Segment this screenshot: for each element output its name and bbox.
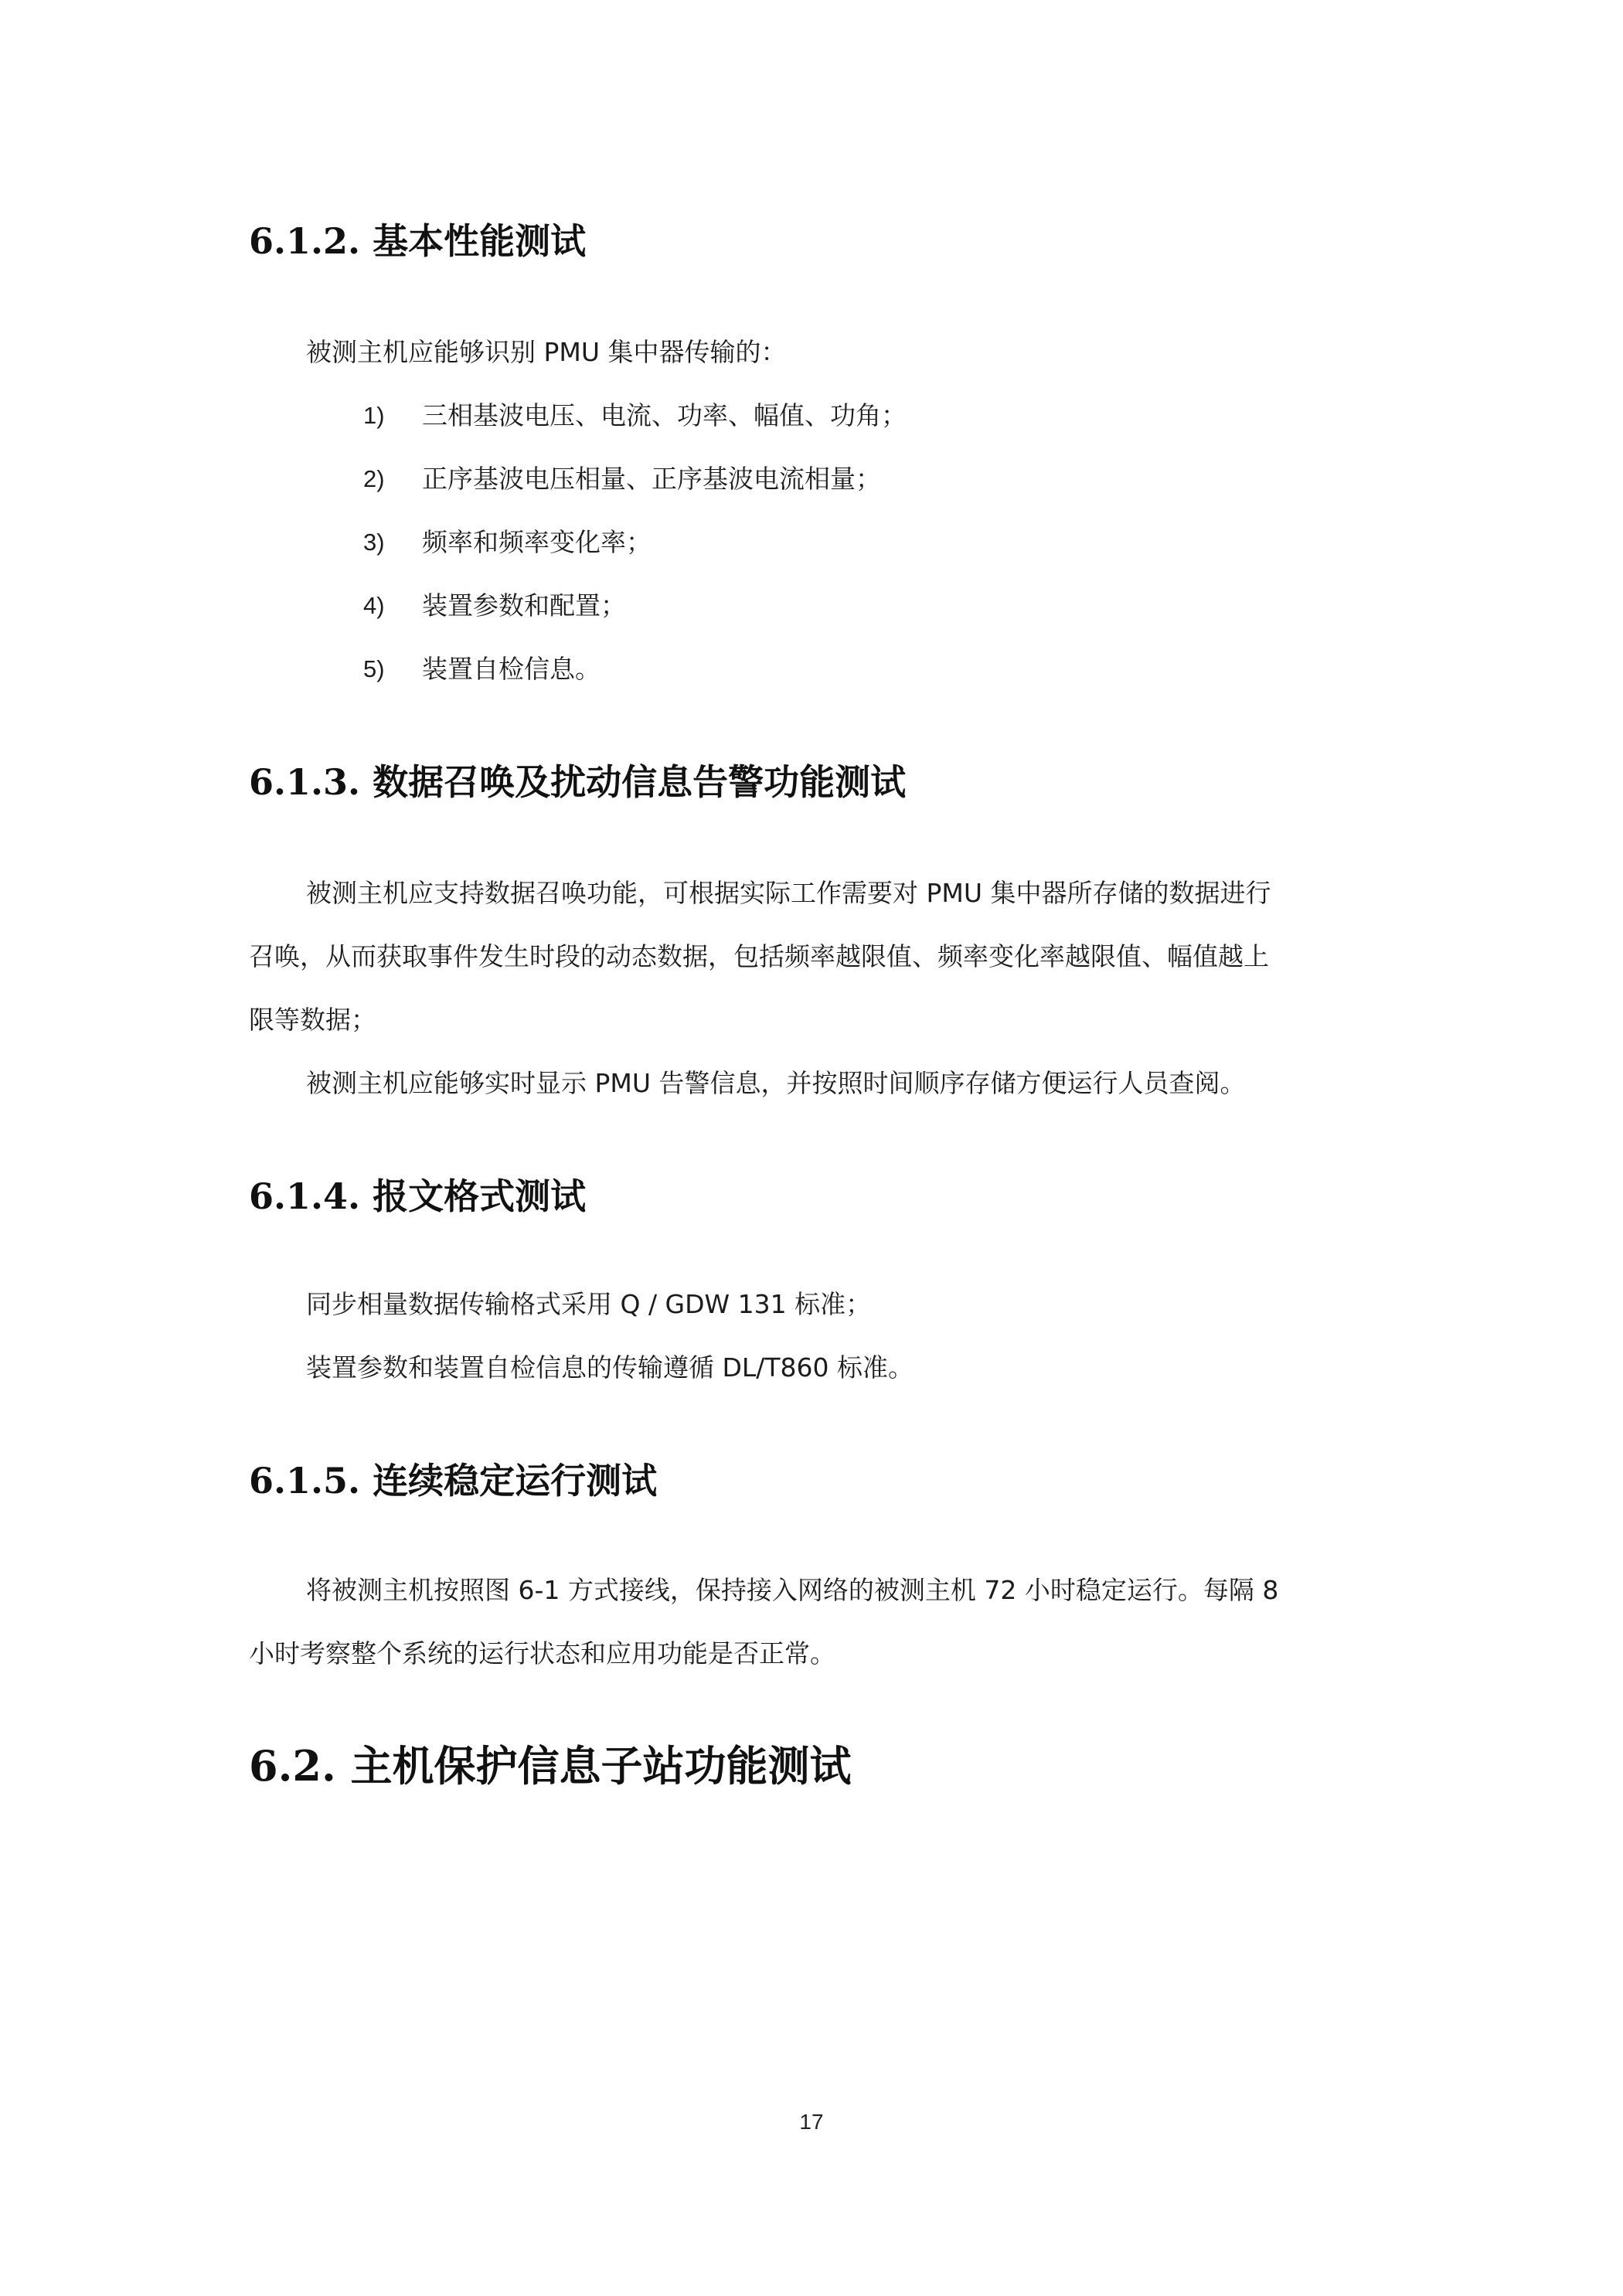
paragraph-line: 小时考察整个系统的运行状态和应用功能是否正常。 (249, 1638, 835, 1668)
paragraph-line: 装置参数和装置自检信息的传输遵循 DL/T860 标准。 (306, 1352, 914, 1383)
paragraph-line: 被测主机应能够实时显示 PMU 告警信息，并按照时间顺序存储方便运行人员查阅。 (306, 1068, 1246, 1098)
list-item: 三相基波电压、电流、功率、幅值、功角； (422, 400, 907, 430)
list-number: 2) (363, 465, 385, 492)
list-item: 正序基波电压相量、正序基波电流相量； (422, 464, 881, 494)
page-number: 17 (799, 2110, 824, 2134)
list-item: 频率和频率变化率； (422, 527, 652, 557)
heading-6-1-2: 6.1.2. 基本性能测试 (249, 220, 587, 262)
heading-6-1-3: 6.1.3. 数据召唤及扰动信息告警功能测试 (249, 761, 907, 803)
list-number: 3) (363, 529, 385, 556)
list-number: 5) (363, 655, 385, 682)
list-item: 装置自检信息。 (422, 654, 601, 684)
paragraph-line: 召唤，从而获取事件发生时段的动态数据，包括频率越限值、频率变化率越限值、幅值越上 (249, 941, 1269, 971)
paragraph-intro: 被测主机应能够识别 PMU 集中器传输的： (306, 337, 787, 367)
paragraph-line: 同步相量数据传输格式采用 Q / GDW 131 标准； (306, 1289, 872, 1319)
paragraph-line: 限等数据； (249, 1005, 376, 1035)
list-number: 4) (363, 592, 385, 619)
paragraph-line: 将被测主机按照图 6-1 方式接线，保持接入网络的被测主机 72 小时稳定运行。每隔 8 (306, 1575, 1279, 1605)
heading-6-1-5: 6.1.5. 连续稳定运行测试 (249, 1460, 658, 1502)
list-item: 装置参数和配置； (422, 590, 626, 621)
heading-6-2: 6.2. 主机保护信息子站功能测试 (249, 1741, 852, 1791)
paragraph-line: 被测主机应支持数据召唤功能，可根据实际工作需要对 PMU 集中器所存储的数据进行 (306, 878, 1271, 908)
heading-6-1-4: 6.1.4. 报文格式测试 (249, 1175, 587, 1217)
list-number: 1) (363, 402, 385, 429)
